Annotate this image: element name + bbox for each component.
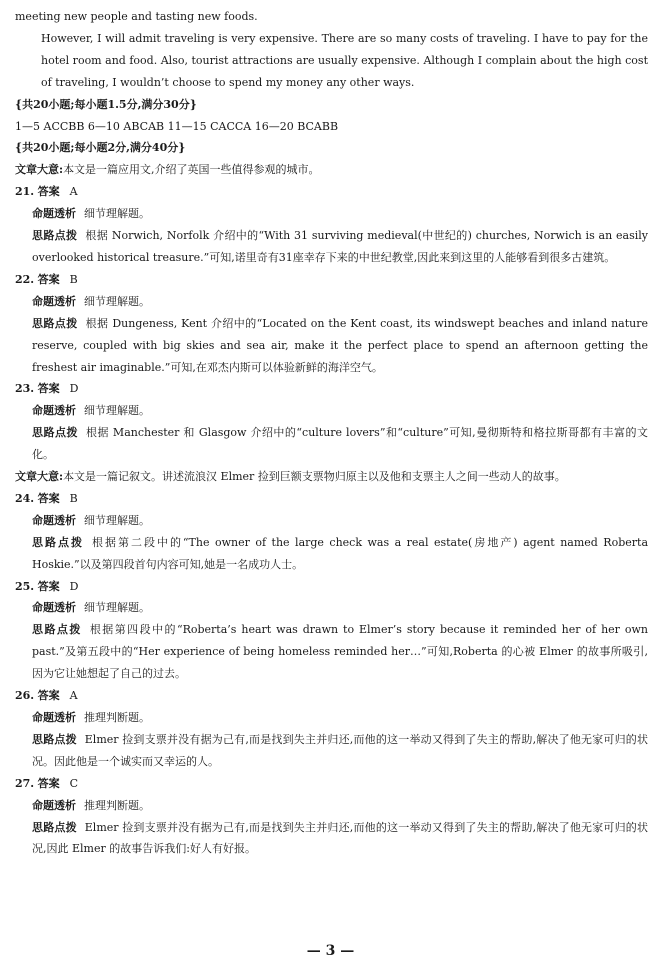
answer-value: D — [69, 579, 79, 593]
approach-label: 思路点拨 — [32, 623, 82, 637]
question-21 — [15, 181, 648, 269]
question-number: 21. — [15, 185, 35, 199]
question-number: 24. — [15, 491, 35, 505]
summary-text: 本文是一篇应用文,介绍了英国一些值得参观的城市。 — [63, 163, 320, 177]
analysis-label: 命题透析 — [32, 513, 76, 527]
question-number: 22. — [15, 272, 35, 286]
approach-label: 思路点拨 — [32, 426, 78, 440]
approach-paragraph — [15, 422, 648, 466]
approach-paragraph — [15, 532, 648, 576]
approach-label: 思路点拨 — [32, 535, 84, 549]
analysis-label: 命题透析 — [32, 601, 76, 615]
answer-key-content — [15, 6, 648, 860]
approach-paragraph — [15, 225, 648, 269]
analysis-text: 细节理解题。 — [84, 513, 150, 527]
analysis-text: 细节理解题。 — [84, 601, 150, 615]
summary-2 — [15, 466, 648, 488]
approach-paragraph — [15, 729, 648, 773]
question-number: 26. — [15, 689, 35, 703]
question-24 — [15, 488, 648, 576]
passage-paragraph: However, I will admit traveling is very expensive. There are so many costs of traveling. I have to pay for the hotel room and food. Also, tourist attractions are usually expensive. Although I complain about the high cost of traveling, I wouldn’t choose to spend my money any other ways. — [41, 31, 648, 89]
question-26 — [15, 685, 648, 773]
summary-label: 文章大意: — [15, 163, 64, 177]
analysis-text: 细节理解题。 — [84, 294, 150, 308]
analysis-text: 推理判断题。 — [84, 798, 150, 812]
analysis-text: 细节理解题。 — [84, 207, 150, 221]
answer-value: C — [69, 776, 79, 790]
question-number: 25. — [15, 579, 35, 593]
approach-text: 根据第四段中的“Roberta’s heart was drawn to Elmer’s story because it reminded her of her own past.”及第五段中的“Her experience of being homeless reminded her…”可知,Roberta 的心被 Elmer 的故事所吸引,因为它让她想起了自己的过去。 — [32, 623, 648, 681]
approach-paragraph — [15, 313, 648, 379]
analysis-label: 命题透析 — [32, 798, 76, 812]
approach-paragraph — [15, 619, 648, 685]
analysis-label: 命题透析 — [32, 711, 76, 724]
question-27 — [15, 773, 648, 861]
analysis-label: 命题透析 — [32, 207, 76, 221]
answer-value: B — [69, 272, 78, 286]
question-number: 23. — [15, 382, 35, 396]
answer-label: 答案 — [37, 491, 60, 505]
answer-value: A — [69, 185, 78, 199]
approach-text: Elmer 捡到支票并没有据为己有,而是找到失主并归还,而他的这一举动又得到了失主的帮助,解决了他无家可归的状况,因此 Elmer 的故事告诉我们:好人有好报。 — [32, 820, 649, 856]
answer-label: 答案 — [37, 689, 60, 703]
summary-1 — [15, 159, 648, 181]
approach-label: 思路点拨 — [32, 229, 78, 243]
summary-text: 本文是一篇记叙文。讲述流浪汉 Elmer 捡到巨额支票物归原主以及他和支票主人之间一些动人的故事。 — [63, 470, 566, 484]
answer-value: A — [69, 689, 78, 703]
analysis-text: 推理判断题。 — [84, 711, 150, 724]
analysis-text: 细节理解题。 — [84, 404, 150, 418]
approach-text: 根据第二段中的“The owner of the large check was a real estate(房地产) agent named Roberta Hoskie.”以及第四段首句内容可知,她是一名成功人士。 — [32, 535, 649, 571]
question-number: 27. — [15, 776, 35, 790]
answer-label: 答案 — [37, 579, 60, 593]
approach-label: 思路点拨 — [32, 732, 77, 746]
page-number: — 3 — — [306, 943, 355, 959]
approach-text: 根据 Dungeness, Kent 介绍中的“Located on the Kent coast, its windswept beaches and inland nature reserve, coupled with big skies and sea air, make it the perfect place to spend an afternoon getting the freshest air imaginable.”可知,在邓杰内斯可以体验新鲜的海洋空气。 — [32, 316, 648, 374]
answer-value: B — [69, 491, 78, 505]
approach-text: Elmer 捡到支票并没有据为己有,而是找到失主并归还,而他的这一举动又得到了失主的帮助,解决了他无家可归的状况。因此他是一个诚实而又幸运的人。 — [32, 732, 649, 768]
answer-label: 答案 — [37, 272, 60, 286]
approach-paragraph — [15, 817, 648, 861]
analysis-label: 命题透析 — [32, 404, 76, 418]
summary-label: 文章大意: — [15, 470, 64, 484]
answer-label: 答案 — [37, 382, 60, 396]
question-25 — [15, 576, 648, 686]
passage-line: meeting new people and tasting new foods. — [15, 10, 258, 23]
approach-text: 根据 Manchester 和 Glasgow 介绍中的“culture lovers”和“culture”可知,曼彻斯特和格拉斯哥都有丰富的文化。 — [32, 426, 649, 462]
question-23 — [15, 378, 648, 466]
section2-header: {共20小题;每小题2分,满分40分} — [15, 141, 186, 155]
answer-label: 答案 — [37, 776, 60, 790]
approach-label: 思路点拨 — [32, 820, 77, 834]
question-22 — [15, 269, 648, 379]
answer-label: 答案 — [37, 185, 60, 199]
answer-value: D — [69, 382, 79, 396]
approach-label: 思路点拨 — [32, 316, 78, 330]
section1-header: {共20小题;每小题1.5分,满分30分} — [15, 97, 197, 111]
approach-text: 根据 Norwich, Norfolk 介绍中的“With 31 surviving medieval(中世纪的) churches, Norwich is an easily overlooked historical treasure.”可知,诺里奇有31座幸存下来的中世纪教堂,因此来到这里的人能够看到很多古建筑。 — [32, 229, 648, 264]
section1-answers: 1—5 ACCBB 6—10 ABCAB 11—15 CACCA 16—20 BCABB — [15, 119, 339, 133]
analysis-label: 命题透析 — [32, 294, 76, 308]
